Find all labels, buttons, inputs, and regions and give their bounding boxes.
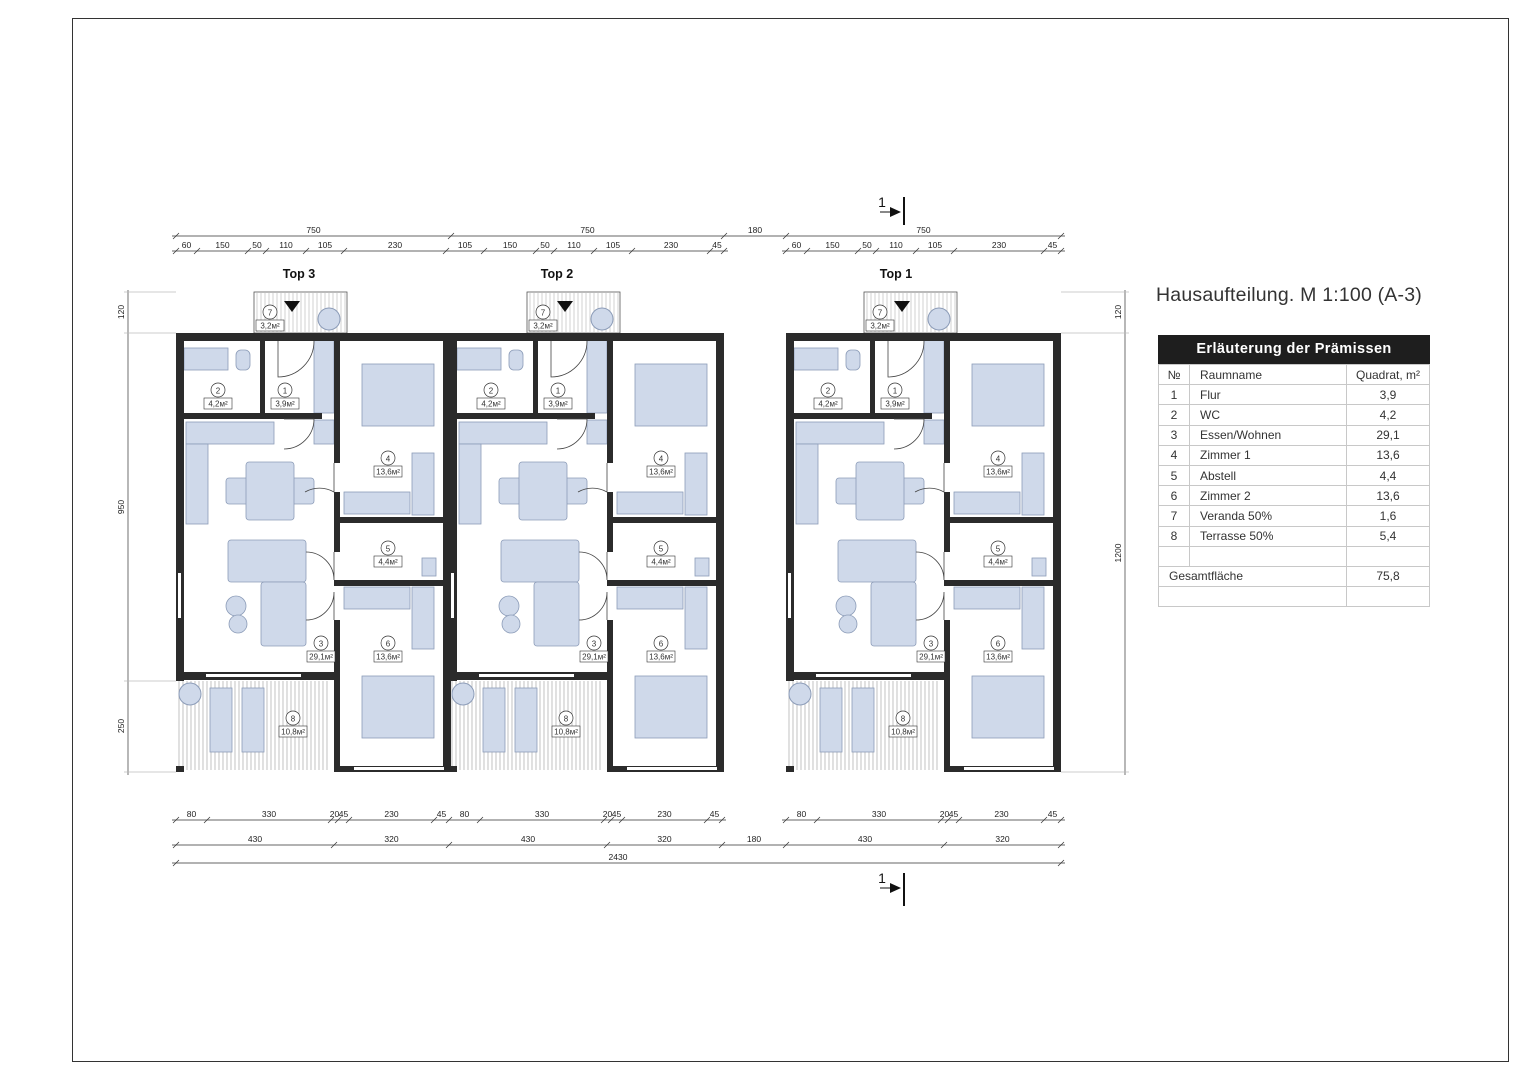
- door-swing: [916, 552, 944, 580]
- room-number: 7: [540, 308, 546, 318]
- sun-lounger: [852, 688, 874, 752]
- room-area: 29,1м²: [582, 652, 606, 662]
- room-number: 8: [563, 714, 569, 724]
- room-number: 7: [877, 308, 883, 318]
- plant-icon: [789, 683, 811, 705]
- kitchen-counter: [186, 444, 208, 524]
- legend-title: Erläuterung der Prämissen: [1158, 335, 1430, 364]
- legend-row: [1159, 425, 1430, 445]
- room-area: 3,9м²: [548, 399, 568, 409]
- window: [788, 573, 791, 618]
- door-swing: [278, 341, 314, 377]
- bed: [972, 364, 1044, 426]
- legend-row-name: Zimmer 1: [1190, 445, 1347, 465]
- plant-icon: [452, 683, 474, 705]
- armchair: [836, 596, 856, 616]
- kitchen-counter: [796, 422, 884, 444]
- wall-top: [786, 333, 1061, 341]
- legend-row-area: 29,1: [1347, 425, 1430, 445]
- legend-row-name: Zimmer 2: [1190, 486, 1347, 506]
- room-number: 6: [995, 639, 1001, 649]
- dimension-value: 430: [247, 834, 263, 844]
- door-swing: [551, 341, 587, 377]
- wall-internal: [533, 341, 538, 413]
- dimension-value: 180: [746, 834, 762, 844]
- wall-internal: [944, 333, 950, 463]
- dimension-value: 45: [338, 809, 349, 819]
- legend-total-value: 75,8: [1347, 566, 1430, 586]
- window: [816, 674, 911, 677]
- window: [479, 674, 574, 677]
- dimension-value: 2430: [608, 852, 628, 862]
- wall-internal: [944, 580, 1061, 586]
- toilet-icon: [236, 350, 250, 370]
- sofa: [228, 540, 306, 582]
- room-number: 4: [658, 454, 664, 464]
- dining-table: [246, 462, 294, 520]
- bathroom-fixture: [184, 348, 228, 370]
- sofa: [871, 582, 916, 646]
- dimension-value: 45: [712, 240, 722, 250]
- door-swing: [306, 592, 334, 620]
- toilet-icon: [509, 350, 523, 370]
- dimension-value: 110: [279, 240, 293, 250]
- legend-col-number: №: [1159, 365, 1190, 385]
- wall-top: [449, 333, 724, 341]
- wardrobe: [314, 420, 334, 444]
- room-area: 13,6м²: [376, 467, 400, 477]
- room-area: 4,4м²: [651, 557, 671, 567]
- wall-internal: [607, 620, 613, 772]
- legend-spacer-row: [1159, 587, 1430, 607]
- legend-row-number: 1: [1159, 385, 1190, 405]
- dining-table: [856, 462, 904, 520]
- desk: [685, 587, 707, 649]
- room-area: 4,2м²: [818, 399, 838, 409]
- wardrobe: [617, 587, 683, 609]
- room-area: 3,2м²: [260, 321, 280, 331]
- wall-corner: [176, 766, 184, 772]
- window: [627, 767, 717, 770]
- legend-row-area: 3,9: [1347, 385, 1430, 405]
- room-area: 13,6м²: [986, 467, 1010, 477]
- wardrobe: [314, 340, 334, 413]
- unit-top-3: [176, 267, 451, 772]
- desk: [412, 453, 434, 515]
- plant-icon: [591, 308, 613, 330]
- room-number: 1: [555, 386, 561, 396]
- dimension-value: 230: [663, 240, 679, 250]
- legend-row-name: Terrasse 50%: [1190, 526, 1347, 546]
- wall-corner: [786, 766, 794, 772]
- section-marker: [878, 870, 904, 906]
- section-marker: [878, 194, 904, 225]
- legend-row: [1159, 526, 1430, 546]
- dimension-value: 45: [611, 809, 622, 819]
- legend-row-name: Flur: [1190, 385, 1347, 405]
- door-swing: [579, 592, 607, 620]
- desk: [1022, 453, 1044, 515]
- room-number: 2: [215, 386, 221, 396]
- dimension-value: 320: [657, 834, 672, 844]
- door-swing: [916, 592, 944, 620]
- room-number: 7: [267, 308, 273, 318]
- unit-label: Top 1: [879, 267, 913, 281]
- room-area: 3,2м²: [870, 321, 890, 331]
- dimension-value: 430: [520, 834, 536, 844]
- dimension-value: 110: [567, 240, 581, 250]
- legend-row-number: 5: [1159, 465, 1190, 485]
- legend-header-row: [1159, 365, 1430, 385]
- legend-total-label: Gesamtfläche: [1159, 566, 1347, 586]
- dimension-value: 330: [534, 809, 550, 819]
- legend-row-name: Veranda 50%: [1190, 506, 1347, 526]
- legend-row-area: 13,6: [1347, 445, 1430, 465]
- wall-left: [176, 333, 184, 681]
- room-area: 29,1м²: [309, 652, 333, 662]
- wall-internal: [334, 333, 340, 463]
- wall-right: [1053, 333, 1061, 772]
- kitchen-counter: [796, 444, 818, 524]
- wardrobe: [587, 340, 607, 413]
- dining-table: [519, 462, 567, 520]
- dimension-value: 105: [317, 240, 333, 250]
- wall-internal: [607, 333, 613, 463]
- wall-internal: [794, 413, 932, 419]
- armchair: [839, 615, 857, 633]
- room-number: 5: [658, 544, 664, 554]
- dimension-value: 120: [116, 304, 126, 320]
- dimension-value: 50: [862, 240, 872, 250]
- room-number: 3: [318, 639, 324, 649]
- wall-internal: [260, 341, 265, 413]
- dimension-value: 1200: [1113, 543, 1123, 563]
- dimension-value: 150: [215, 240, 230, 250]
- wall-right: [716, 333, 724, 772]
- desk: [1022, 587, 1044, 649]
- room-area: 13,6м²: [649, 652, 673, 662]
- sofa: [261, 582, 306, 646]
- dimension-value: 50: [540, 240, 550, 250]
- legend-row: [1159, 405, 1430, 425]
- unit-top-1: [786, 267, 1061, 772]
- dimension-value: 320: [384, 834, 399, 844]
- room-number: 2: [825, 386, 831, 396]
- dimension-value: 80: [796, 809, 807, 819]
- room-area: 3,9м²: [885, 399, 905, 409]
- room-area: 4,4м²: [988, 557, 1008, 567]
- room-number: 8: [290, 714, 296, 724]
- kitchen-counter: [186, 422, 274, 444]
- dimension-value: 250: [116, 718, 126, 734]
- desk: [685, 453, 707, 515]
- dimension-value: 20: [602, 809, 613, 819]
- legend-row: [1159, 385, 1430, 405]
- boiler: [422, 558, 436, 576]
- boiler: [695, 558, 709, 576]
- dimension-value: 230: [994, 809, 1009, 819]
- wall-internal: [457, 413, 595, 419]
- room-area: 13,6м²: [986, 652, 1010, 662]
- room-number: 4: [385, 454, 391, 464]
- wardrobe: [587, 420, 607, 444]
- door-swing: [284, 419, 314, 449]
- bed: [635, 364, 707, 426]
- door-swing: [894, 419, 924, 449]
- window: [354, 767, 444, 770]
- room-legend-table: [1158, 335, 1430, 607]
- dimension-value: 230: [657, 809, 672, 819]
- wall-internal: [870, 341, 875, 413]
- dimension-value: 950: [116, 499, 126, 515]
- room-area: 4,4м²: [378, 557, 398, 567]
- bed: [362, 364, 434, 426]
- wall-internal: [184, 413, 322, 419]
- armchair: [229, 615, 247, 633]
- sun-lounger: [210, 688, 232, 752]
- sun-lounger: [483, 688, 505, 752]
- room-number: 6: [658, 639, 664, 649]
- wall-top: [176, 333, 451, 341]
- legend-row-area: 4,4: [1347, 465, 1430, 485]
- dimension-value: 320: [995, 834, 1010, 844]
- dimension-value: 45: [436, 809, 447, 819]
- room-number: 4: [995, 454, 1001, 464]
- legend-total-row: [1159, 566, 1430, 586]
- legend-row-number: 6: [1159, 486, 1190, 506]
- bed: [362, 676, 434, 738]
- section-label: 1: [878, 194, 886, 210]
- dimension-value: 105: [605, 240, 621, 250]
- legend-row-area: 13,6: [1347, 486, 1430, 506]
- room-area: 10,8м²: [554, 727, 578, 737]
- wardrobe: [924, 420, 944, 444]
- wardrobe: [954, 587, 1020, 609]
- dimension-value: 120: [1113, 304, 1123, 320]
- dimension-value: 750: [916, 225, 931, 235]
- legend-row-name: WC: [1190, 405, 1347, 425]
- sun-lounger: [515, 688, 537, 752]
- bathroom-fixture: [794, 348, 838, 370]
- dimension-value: 430: [857, 834, 873, 844]
- sun-lounger: [820, 688, 842, 752]
- bed: [635, 676, 707, 738]
- wardrobe: [924, 340, 944, 413]
- dimension-value: 105: [927, 240, 943, 250]
- legend-row-number: 8: [1159, 526, 1190, 546]
- dimension-value: 20: [329, 809, 340, 819]
- room-area: 13,6м²: [649, 467, 673, 477]
- dimension-value: 750: [306, 225, 321, 235]
- wall-internal: [944, 517, 1061, 523]
- wall-internal: [334, 580, 451, 586]
- dimension-value: 45: [1047, 809, 1058, 819]
- room-number: 5: [995, 544, 1001, 554]
- door-swing: [306, 552, 334, 580]
- room-area: 4,2м²: [481, 399, 501, 409]
- legend-row-number: 7: [1159, 506, 1190, 526]
- dimension-value: 150: [825, 240, 840, 250]
- armchair: [499, 596, 519, 616]
- wardrobe: [344, 492, 410, 514]
- sofa: [501, 540, 579, 582]
- room-number: 1: [282, 386, 288, 396]
- door-swing: [579, 552, 607, 580]
- dimension-value: 80: [459, 809, 470, 819]
- room-number: 8: [900, 714, 906, 724]
- wardrobe: [344, 587, 410, 609]
- unit-top-2: [449, 267, 724, 772]
- bathroom-fixture: [457, 348, 501, 370]
- section-label: 1: [878, 870, 886, 886]
- dimension-value: 50: [252, 240, 262, 250]
- kitchen-counter: [459, 444, 481, 524]
- wall-internal: [607, 580, 724, 586]
- legend-col-area: Quadrat, m²: [1347, 365, 1430, 385]
- dimension-value: 150: [502, 240, 518, 250]
- plant-icon: [179, 683, 201, 705]
- window: [178, 573, 181, 618]
- legend-row-area: 4,2: [1347, 405, 1430, 425]
- legend-row: [1159, 465, 1430, 485]
- plant-icon: [318, 308, 340, 330]
- legend-row-name: Essen/Wohnen: [1190, 425, 1347, 445]
- room-area: 10,8м²: [891, 727, 915, 737]
- legend-row-number: 4: [1159, 445, 1190, 465]
- dimension-value: 110: [889, 240, 903, 250]
- desk: [412, 587, 434, 649]
- legend-spacer-row: [1159, 546, 1430, 566]
- legend-row: [1159, 486, 1430, 506]
- boiler: [1032, 558, 1046, 576]
- unit-label: Top 3: [282, 267, 316, 281]
- legend-row-area: 1,6: [1347, 506, 1430, 526]
- wall-internal: [944, 620, 950, 772]
- room-number: 3: [591, 639, 597, 649]
- dimension-value: 80: [186, 809, 197, 819]
- dimension-value: 105: [457, 240, 473, 250]
- window: [964, 767, 1054, 770]
- dimension-value: 750: [580, 225, 595, 235]
- plant-icon: [928, 308, 950, 330]
- dimension-value: 45: [948, 809, 959, 819]
- bed: [972, 676, 1044, 738]
- window: [206, 674, 301, 677]
- sun-lounger: [242, 688, 264, 752]
- dimension-value: 20: [939, 809, 950, 819]
- dimension-value: 330: [261, 809, 277, 819]
- legend-row-name: Abstell: [1190, 465, 1347, 485]
- wall-internal: [334, 517, 451, 523]
- dimension-value: 330: [871, 809, 887, 819]
- room-number: 1: [892, 386, 898, 396]
- room-area: 10,8м²: [281, 727, 305, 737]
- wall-corner: [449, 766, 457, 772]
- room-number: 2: [488, 386, 494, 396]
- wardrobe: [617, 492, 683, 514]
- armchair: [502, 615, 520, 633]
- door-swing: [557, 419, 587, 449]
- legend-row: [1159, 445, 1430, 465]
- dimension-value: 60: [791, 240, 802, 250]
- room-number: 5: [385, 544, 391, 554]
- room-area: 3,9м²: [275, 399, 295, 409]
- wall-internal: [607, 517, 724, 523]
- dimension-value: 60: [181, 240, 192, 250]
- sofa: [838, 540, 916, 582]
- wall-internal: [334, 620, 340, 772]
- door-swing: [888, 341, 924, 377]
- room-area: 13,6м²: [376, 652, 400, 662]
- room-number: 6: [385, 639, 391, 649]
- legend-row-number: 2: [1159, 405, 1190, 425]
- dimension-value: 45: [709, 809, 720, 819]
- room-area: 4,2м²: [208, 399, 228, 409]
- legend-row: [1159, 506, 1430, 526]
- sofa: [534, 582, 579, 646]
- window: [451, 573, 454, 618]
- toilet-icon: [846, 350, 860, 370]
- legend-row-area: 5,4: [1347, 526, 1430, 546]
- sheet-title: Hausaufteilung. M 1:100 (A-3): [1156, 284, 1422, 306]
- room-area: 29,1м²: [919, 652, 943, 662]
- room-number: 3: [928, 639, 934, 649]
- dimension-value: 180: [747, 225, 763, 235]
- dimension-value: 230: [991, 240, 1007, 250]
- dimension-value: 45: [1047, 240, 1058, 250]
- unit-label: Top 2: [540, 267, 574, 281]
- legend-col-name: Raumname: [1190, 365, 1347, 385]
- armchair: [226, 596, 246, 616]
- kitchen-counter: [459, 422, 547, 444]
- dimension-value: 230: [384, 809, 399, 819]
- wall-left: [786, 333, 794, 681]
- wardrobe: [954, 492, 1020, 514]
- wall-left: [449, 333, 457, 681]
- legend-row-number: 3: [1159, 425, 1190, 445]
- room-area: 3,2м²: [533, 321, 553, 331]
- dimension-value: 230: [387, 240, 403, 250]
